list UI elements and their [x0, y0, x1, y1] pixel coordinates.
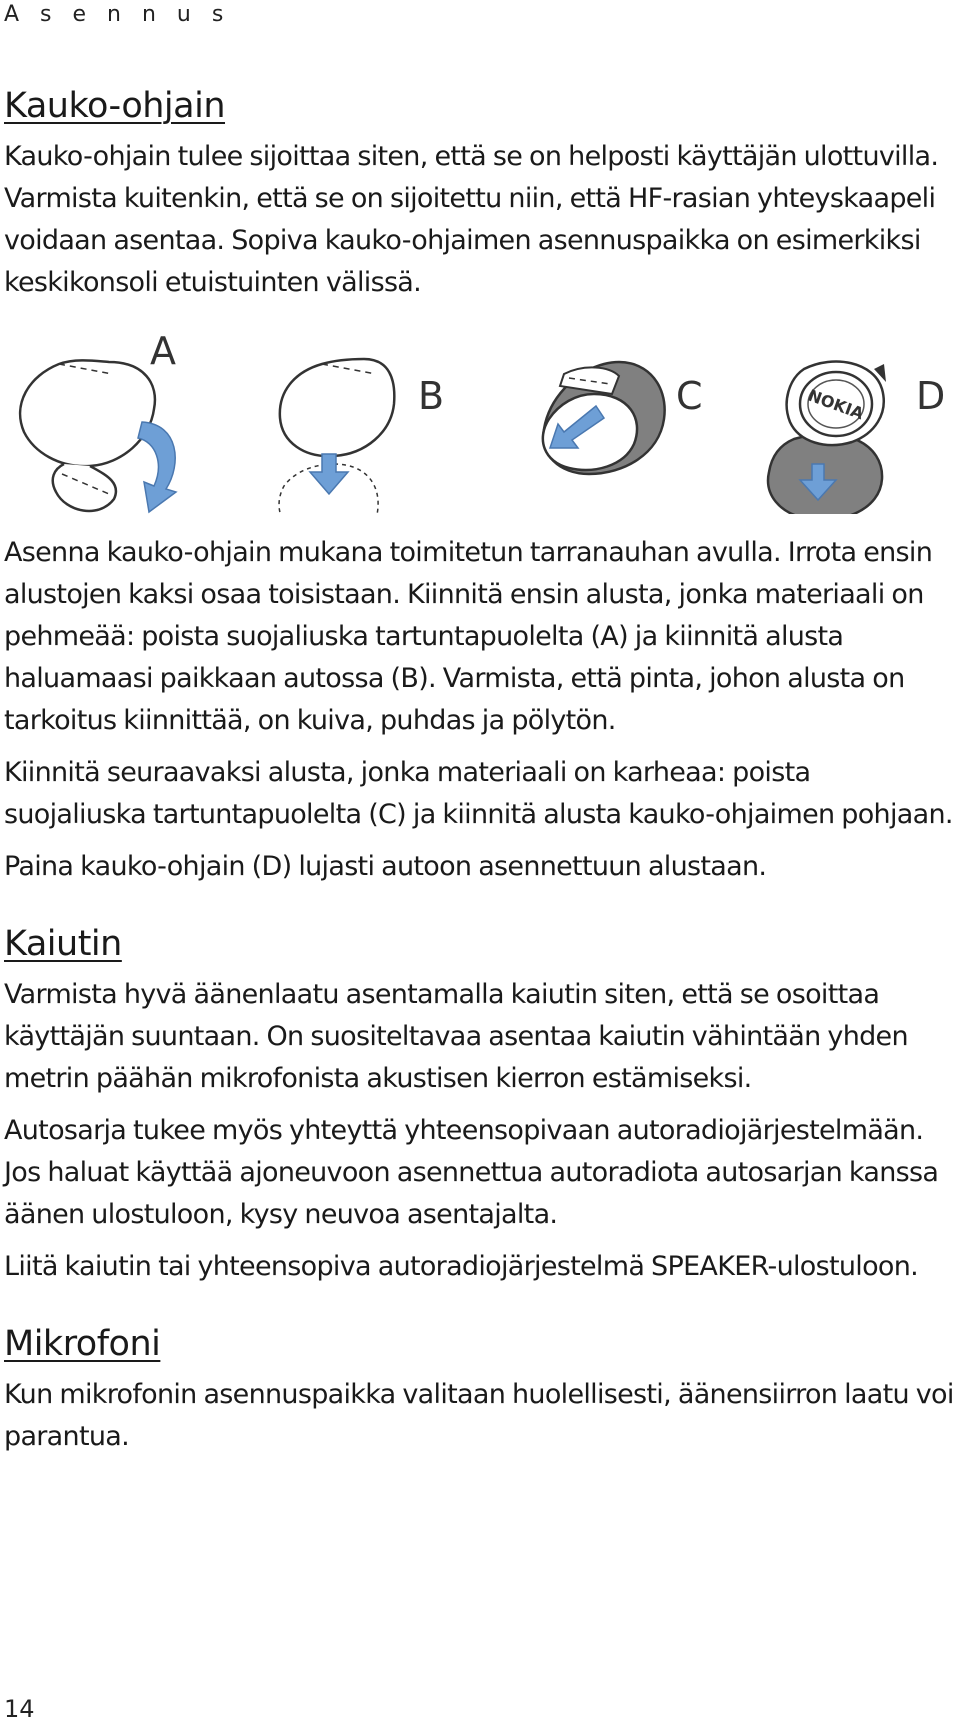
figure-label-b: B: [418, 374, 445, 418]
paragraph-speaker-direction: Varmista hyvä äänenlaatu asentamalla kaiutin siten, että se osoittaa käyttäjän suuntaan. On suositeltavaa asentaa kaiutin vähintään yhden metrin päähän mikrofonista akustisen kierron estämiseksi.: [4, 979, 908, 1094]
paragraph-placement: Kauko-ohjain tulee sijoittaa siten, että se on helposti käyttäjän ulottuvilla. Varmista kuitenkin, että se on sijoitettu niin, että HF-rasian yhteyskaapeli voidaan asentaa. Sopiva kauko-ohjaimen asennuspaikka on esimerkiksi keskikonsoli etuistuinten välissä.: [4, 141, 939, 298]
paragraph-microphone: Kun mikrofonin asennuspaikka valitaan huolellisesti, äänensiirron laatu voi parantua.: [4, 1379, 954, 1452]
page-number: 14: [4, 1695, 35, 1723]
figure-label-c: C: [676, 374, 703, 418]
section-title-kaiutin: Kaiutin: [4, 924, 122, 964]
step-d-illustration: [768, 362, 945, 514]
paragraph-install-rough-base: Kiinnitä seuraavaksi alusta, jonka materiaali on karheaa: poista suojaliuska tartuntapuolelta (C) ja kiinnitä alusta kauko-ohjaimen pohjaan.: [4, 757, 953, 830]
arrow-icon: [138, 422, 176, 512]
step-c-illustration: [543, 362, 703, 474]
nokia-logo: NOKIA: [805, 385, 867, 424]
paragraph-car-radio: Autosarja tukee myös yhteyttä yhteensopivaan autoradiojärjestelmään. Jos haluat käyttää ajoneuvoon asennettua autoradiota autosarjan kanssa äänen ulostuloon, kysy neuvoa asentajalta.: [4, 1115, 939, 1230]
paragraph-press-controller: Paina kauko-ohjain (D) lujasti autoon asennettuun alustaan.: [4, 851, 767, 882]
running-header: A s e n n u s: [4, 2, 231, 27]
step-b-illustration: [279, 359, 444, 514]
figure-label-a: A: [150, 329, 176, 373]
figure-label-d: D: [916, 374, 946, 418]
arrow-icon: [310, 454, 348, 494]
section-title-mikrofoni: Mikrofoni: [4, 1324, 161, 1364]
paragraph-install-soft-base: Asenna kauko-ohjain mukana toimitetun tarranauhan avulla. Irrota ensin alustojen kaksi osaa toisistaan. Kiinnitä ensin alusta, jonka materiaali on pehmeää: poista suojaliuska tartuntapuolelta (A) ja kiinnitä alusta haluamaasi paikkaan autossa (B). Varmista, että pinta, johon alusta on tarkoitus kiinnittää, on kuiva, puhdas ja pölytön.: [4, 537, 933, 736]
mounting-illustration: [4, 314, 954, 514]
step-a-illustration: [20, 329, 176, 512]
mounting-steps-figure: [4, 314, 954, 514]
paragraph-speaker-output: Liitä kaiutin tai yhteensopiva autoradiojärjestelmä SPEAKER-ulostuloon.: [4, 1251, 919, 1282]
page-content: [4, 82, 954, 1468]
section-title-kauko-ohjain: Kauko-ohjain: [4, 86, 226, 126]
